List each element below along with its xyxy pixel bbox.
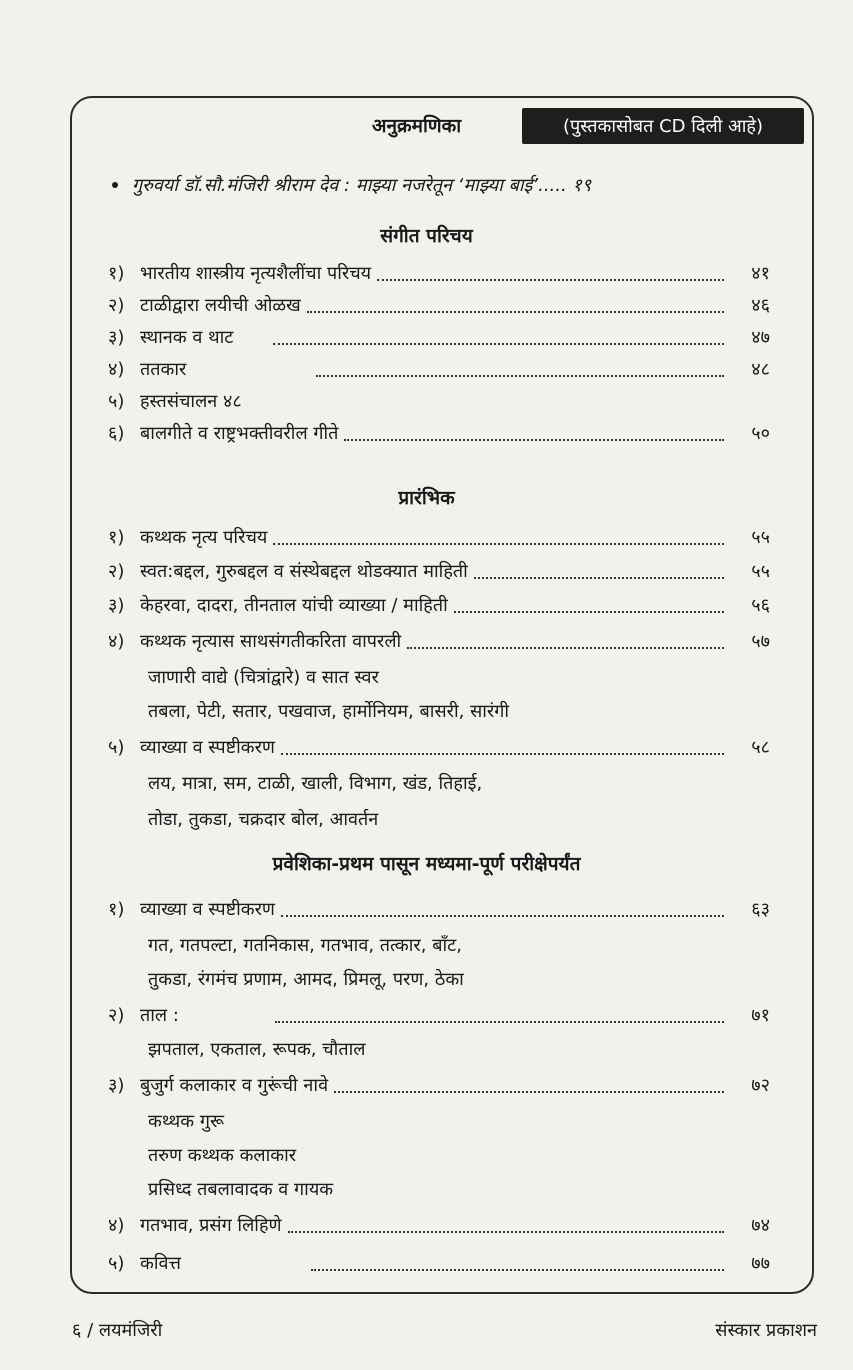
entry-title: केहरवा, दादरा, तीनताल यांची व्याख्या / माहिती [140, 595, 448, 616]
entry-number: १) [108, 527, 125, 548]
toc-entry[interactable] [108, 1000, 770, 1030]
toc-entry[interactable] [108, 590, 770, 620]
entry-page: ७७ [751, 1253, 770, 1274]
intro-text: गुरुवर्या डॉ.सौ.मंजिरी श्रीराम देव : माझ्या नजरेतून ‘माझ्या बाई’..... १९ [132, 175, 592, 196]
dot-leader [307, 297, 724, 313]
intro-line [112, 170, 802, 200]
dot-leader [275, 1007, 724, 1023]
dot-leader [474, 563, 724, 579]
entry-detail: तुकडा, रंगमंच प्रणाम, आमद, प्रिमलू, परण, ठेका [148, 969, 464, 990]
entry-number: ४) [108, 1215, 125, 1236]
entry-detail: जाणारी वाद्ये (चित्रांद्वारे) व सात स्वर [148, 667, 379, 688]
footer-page-number: ६ / लयमंजिरी [72, 1320, 163, 1341]
entry-title: भारतीय शास्त्रीय नृत्यशैलींचा परिचय [140, 263, 372, 284]
entry-number: २) [108, 1005, 125, 1026]
entry-page: ४८ [751, 359, 770, 380]
entry-page: ६३ [751, 899, 770, 920]
entry-detail: तबला, पेटी, सतार, पखवाज, हार्मोनियम, बासरी, सारंगी [148, 701, 510, 722]
entry-page: ४६ [751, 295, 770, 316]
entry-title: टाळीद्वारा लयीची ओळख [140, 295, 301, 316]
dot-leader [377, 265, 724, 281]
toc-entry[interactable] [108, 894, 770, 924]
entry-number: ६) [108, 423, 125, 444]
entry-number: २) [108, 295, 125, 316]
entry-detail: तोडा, तुकडा, चक्रदार बोल, आवर्तन [148, 809, 379, 830]
entry-title: कथ्थक नृत्य परिचय [140, 527, 268, 548]
entry-number: १) [108, 263, 125, 284]
dot-leader [316, 361, 724, 377]
toc-entry[interactable] [108, 1070, 770, 1100]
toc-entry[interactable] [108, 1210, 770, 1240]
toc-title: अनुक्रमणिका [372, 115, 462, 137]
toc-entry[interactable] [108, 732, 770, 762]
toc-entry[interactable] [108, 626, 770, 656]
footer-publisher: संस्कार प्रकाशन [715, 1320, 817, 1341]
dot-leader [344, 425, 724, 441]
toc-entry[interactable] [108, 418, 770, 448]
entry-page: ५६ [751, 595, 770, 616]
section-title: प्रारंभिक [398, 487, 455, 509]
section-title: संगीत परिचय [380, 225, 473, 247]
entry-title: हस्तसंचालन ४८ [140, 391, 242, 412]
entry-number: ३) [108, 1075, 125, 1096]
entry-number: ३) [108, 327, 125, 348]
toc-header [0, 108, 853, 144]
entry-title: कवित्त [140, 1253, 181, 1274]
toc-entry[interactable] [108, 322, 770, 352]
toc-entry[interactable] [108, 386, 770, 416]
dot-leader [273, 329, 724, 345]
entry-number: ५) [108, 737, 125, 758]
dot-leader [407, 633, 724, 649]
entry-title: बालगीते व राष्ट्रभक्तीवरील गीते [140, 423, 339, 444]
entry-detail: तरुण कथ्थक कलाकार [148, 1145, 297, 1166]
entry-page: ५७ [751, 631, 770, 652]
entry-page: ४७ [751, 327, 770, 348]
toc-entry[interactable] [108, 290, 770, 320]
entry-title: व्याख्या व स्पष्टीकरण [140, 899, 275, 920]
toc-entry[interactable] [108, 258, 770, 288]
entry-title: ताल : [140, 1005, 179, 1026]
toc-entry[interactable] [108, 556, 770, 586]
entry-number: ३) [108, 595, 125, 616]
entry-page: ७४ [751, 1215, 770, 1236]
cd-note-badge: (पुस्तकासोबत CD दिली आहे) [522, 108, 804, 144]
dot-leader [288, 1217, 724, 1233]
toc-entry[interactable] [108, 1248, 770, 1278]
entry-page: ५५ [751, 527, 770, 548]
entry-title: ततकार [140, 359, 187, 380]
entry-title: बुजुर्ग कलाकार व गुरूंची नावे [140, 1075, 329, 1096]
toc-entry[interactable] [108, 522, 770, 552]
dot-leader [454, 597, 724, 613]
dot-leader [273, 529, 724, 545]
entry-title: कथ्थक नृत्यास साथसंगतीकरिता वापरली [140, 631, 402, 652]
dot-leader [334, 1077, 724, 1093]
entry-number: १) [108, 899, 125, 920]
entry-title: व्याख्या व स्पष्टीकरण [140, 737, 275, 758]
entry-detail: कथ्थक गुरू [148, 1111, 224, 1132]
entry-detail: प्रसिध्द तबलावादक व गायक [148, 1179, 334, 1200]
entry-title: स्वत:बद्दल, गुरुबद्दल व संस्थेबद्दल थोडक्यात माहिती [140, 561, 468, 582]
section-title: प्रवेशिका-प्रथम पासून मध्यमा-पूर्ण परीक्षेपर्यंत [272, 853, 581, 875]
entry-detail: गत, गतपल्टा, गतनिकास, गतभाव, तत्कार, बाँट, [148, 935, 462, 956]
entry-detail: लय, मात्रा, सम, टाळी, खाली, विभाग, खंड, तिहाई, [148, 773, 483, 794]
entry-page: ७२ [751, 1075, 770, 1096]
entry-page: ४१ [751, 263, 770, 284]
entry-page: ७१ [751, 1005, 770, 1026]
dot-leader [311, 1255, 724, 1271]
entry-number: ५) [108, 391, 125, 412]
dot-leader [281, 901, 724, 917]
entry-detail: झपताल, एकताल, रूपक, चौताल [148, 1039, 366, 1060]
entry-title: गतभाव, प्रसंग लिहिणे [140, 1215, 282, 1236]
entry-number: ५) [108, 1253, 125, 1274]
bullet-icon [112, 182, 118, 188]
entry-page: ५८ [751, 737, 770, 758]
toc-entry[interactable] [108, 354, 770, 384]
entry-number: ४) [108, 631, 125, 652]
entry-page: ५० [751, 423, 770, 444]
entry-number: ४) [108, 359, 125, 380]
dot-leader [281, 739, 724, 755]
entry-title: स्थानक व थाट [140, 327, 234, 348]
entry-number: २) [108, 561, 125, 582]
entry-page: ५५ [751, 561, 770, 582]
